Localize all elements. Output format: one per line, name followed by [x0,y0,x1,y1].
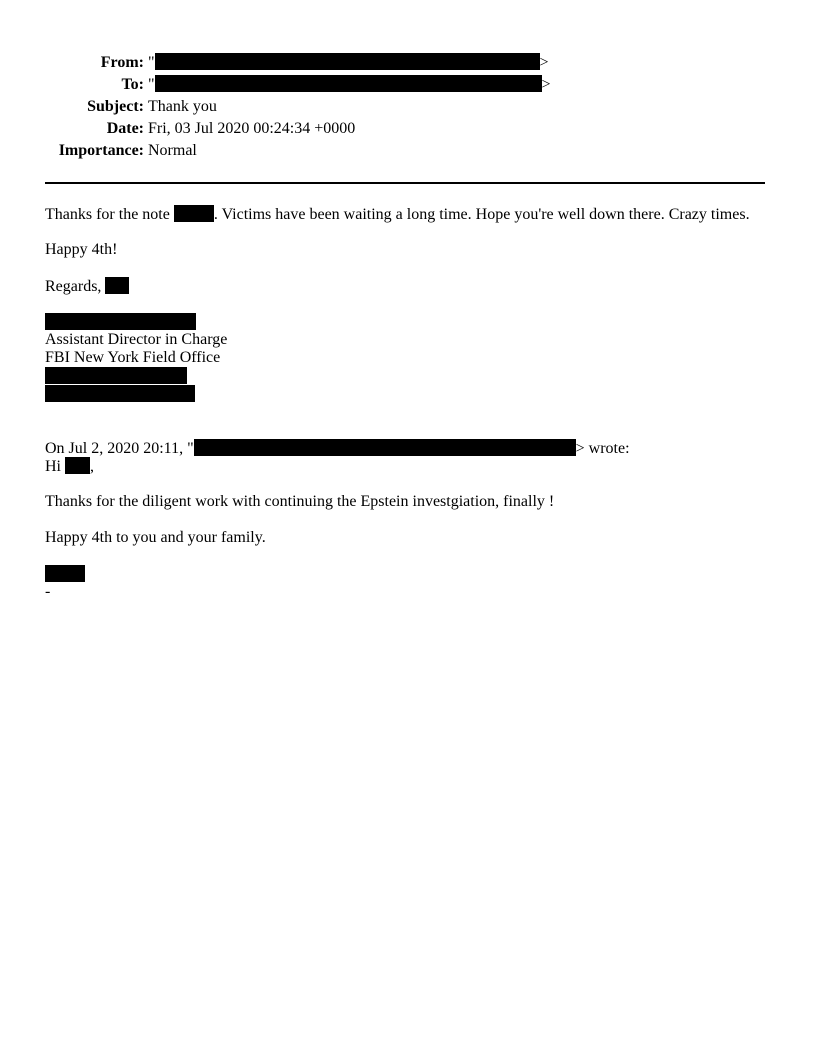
reply-greeting: Happy 4th! [45,241,118,258]
redacted-from-address [155,53,540,70]
from-label: From: [100,54,144,71]
quoted-closing: Happy 4th to you and your family. [45,529,266,546]
to-label: To: [121,76,144,93]
date-label: Date: [106,120,144,137]
importance-label: Importance: [58,142,144,159]
redacted-signature-line [45,367,187,384]
quoted-dash: - [45,583,51,600]
email-header [0,52,816,162]
header-divider [45,182,765,184]
redacted-sender-signature [45,565,85,582]
subject-value: Thank you [148,98,217,115]
redacted-name [105,277,129,294]
quoted-body: Thanks for the diligent work with continuing the Epstein investgiation, finally ! [45,493,555,510]
redacted-signature-name [45,313,196,330]
importance-row [0,140,816,162]
importance-value: Normal [148,142,197,159]
quoted-attribution: On Jul 2, 2020 20:11, " > wrote: [45,440,630,457]
from-value: " > [148,54,549,71]
redacted-signature-line [45,385,195,402]
subject-row [0,96,816,118]
subject-label: Subject: [87,98,144,115]
redacted-to-address [155,75,542,92]
reply-regards: Regards, [45,277,129,296]
redacted-name [65,457,90,474]
redacted-name [174,205,214,222]
signature-title: Assistant Director in Charge [45,331,228,348]
signature-office: FBI New York Field Office [45,349,221,366]
from-row [0,52,816,74]
redacted-sender-address [194,439,576,456]
reply-line-1: Thanks for the note . Victims have been waiting a long time. Hope you're well down there. Crazy times. [45,206,750,223]
quoted-hi: Hi , [45,458,94,475]
date-value: Fri, 03 Jul 2020 00:24:34 +0000 [148,120,356,137]
date-row [0,118,816,140]
to-row [0,74,816,96]
to-value: " > [148,76,551,93]
